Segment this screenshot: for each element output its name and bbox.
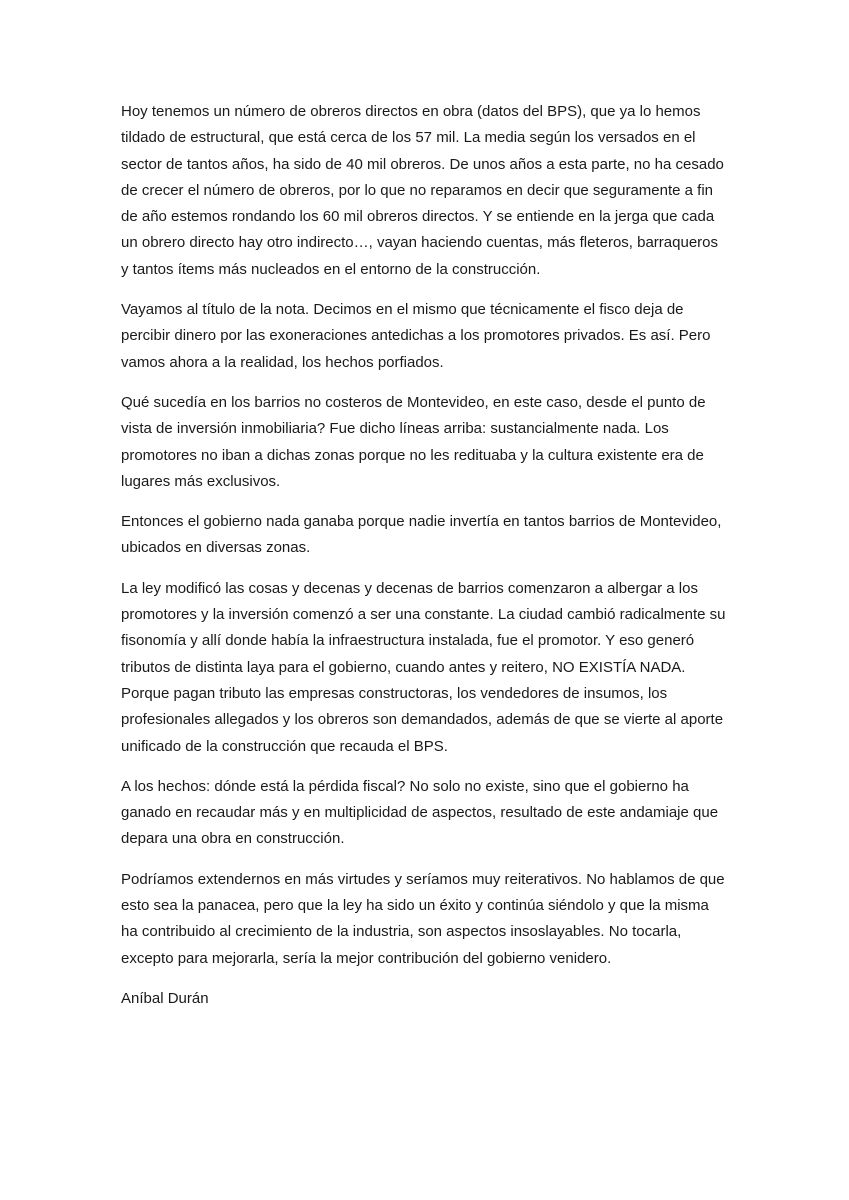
paragraph: A los hechos: dónde está la pérdida fiscal? No solo no existe, sino que el gobierno ha ganado en recaudar más y en multiplicidad de aspectos, resultado de este andamiaje que depara una obra en construcción. [121,777,719,848]
author-signature: Aníbal Durán [121,989,209,1007]
paragraph: Vayamos al título de la nota. Decimos en el mismo que técnicamente el fisco deja de percibir dinero por las exoneraciones antedichas a los promotores privados. Es así. Pero vamos ahora a la realidad, los hechos porfiados. [121,301,711,371]
paragraph: La ley modificó las cosas y decenas y decenas de barrios comenzaron a albergar a los promotores y la inversión comenzó a ser una constante. La ciudad cambió radicalmente su fisonomía y allí donde había la infraestructura instalada, fue el promotor. Y eso generó tributos de distinta laya para el gobierno, cuando antes y reitero, NO EXISTÍA NADA. Porque pagan tributo las empresas constructoras, los vendedores de insumos, los profesionales allegados y los obreros son demandados, además de que se vierte al aporte unificado de la construcción que recauda el BPS. [121,579,726,755]
paragraph: Entonces el gobierno nada ganaba porque nadie invertía en tantos barrios de Montevideo, ubicados en diversas zonas. [121,513,722,557]
document-body [121,99,726,1026]
paragraph: Qué sucedía en los barrios no costeros de Montevideo, en este caso, desde el punto de vista de inversión inmobiliaria? Fue dicho líneas arriba: sustancialmente nada. Los promotores no iban a dichas zonas porque no les redituaba y la cultura existente era de lugares más exclusivos. [121,393,706,490]
paragraph: Podríamos extendernos en más virtudes y seríamos muy reiterativos. No hablamos de que esto sea la panacea, pero que la ley ha sido un éxito y continúa siéndolo y que la misma ha contribuido al crecimiento de la industria, son aspectos insoslayables. No tocarla, excepto para mejorarla, sería la mejor contribución del gobierno venidero. [121,870,725,967]
paragraph: Hoy tenemos un número de obreros directos en obra (datos del BPS), que ya lo hemos tildado de estructural, que está cerca de los 57 mil. La media según los versados en el sector de tantos años, ha sido de 40 mil obreros. De unos años a esta parte, no ha cesado de crecer el número de obreros, por lo que no reparamos en decir que seguramente a fin de año estemos rondando los 60 mil obreros directos. Y se entiende en la jerga que cada un obrero directo hay otro indirecto…, vayan haciendo cuentas, más fleteros, barraqueros y tantos ítems más nucleados en el entorno de la construcción. [121,103,724,278]
